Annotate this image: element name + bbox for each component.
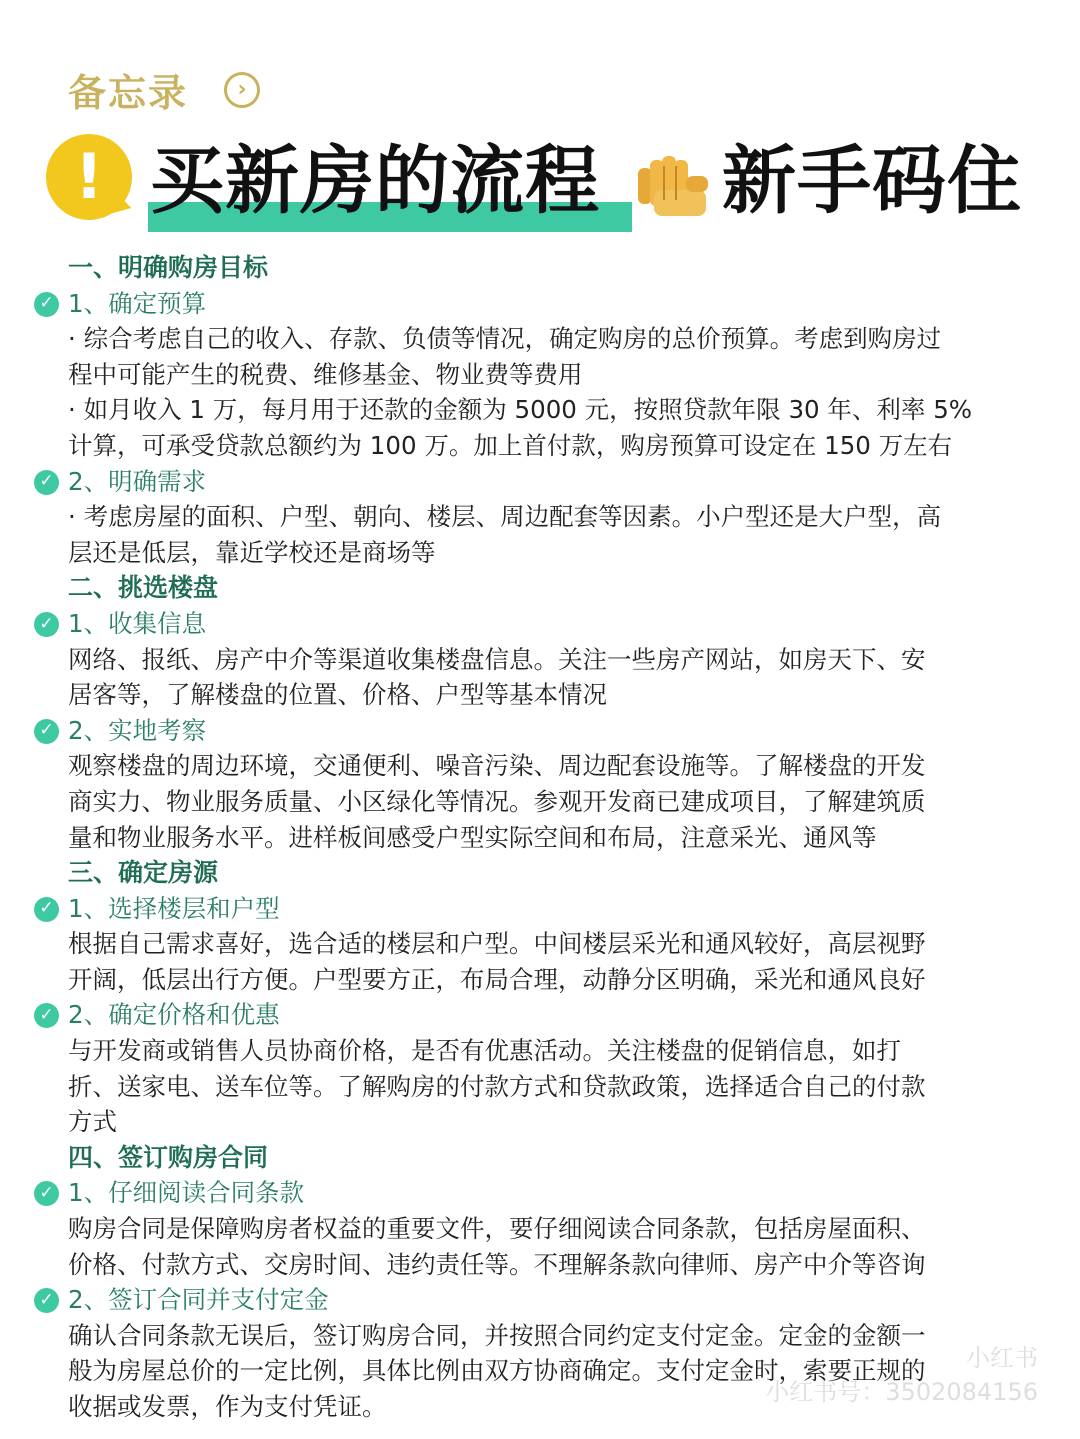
subsection-label: 2、明确需求 [68, 466, 207, 496]
body-text-line: 商实力、物业服务质量、小区绿化等情况。参观开发商已建成项目，了解建筑质 [68, 786, 926, 816]
fist-pointing-icon [632, 146, 712, 220]
subsection-item [0, 891, 1072, 927]
section-heading: 二、挑选楼盘 [68, 573, 219, 603]
body-text-line: 价格、付款方式、交房时间、违约责任等。不理解条款向律师、房产中介等咨询 [68, 1249, 926, 1279]
subsection-label: 1、确定预算 [68, 288, 207, 318]
subsection-label: 1、收集信息 [68, 608, 207, 638]
body-text-line: 确认合同条款无误后，签订购房合同，并按照合同约定支付定金。定金的金额一 [68, 1320, 926, 1350]
watermark-id: 小红书号：3502084156 [765, 1378, 1038, 1406]
body-text-line: 层还是低层，靠近学校还是商场等 [68, 537, 436, 567]
chevron-right-circle-icon[interactable]: › [224, 72, 260, 108]
subsection-item [0, 1282, 1072, 1318]
check-circle-icon: ✓ [34, 612, 59, 637]
body-text-line: 般为房屋总价的一定比例，具体比例由双方协商确定。支付定金时，索要正规的 [68, 1356, 926, 1386]
page-title: 买新房的流程 [150, 138, 600, 224]
body-text-line: 开阔，低层出行方便。户型要方正，布局合理，动静分区明确，采光和通风良好 [68, 964, 926, 994]
check-circle-icon: ✓ [34, 719, 59, 744]
body-text-line: · 如月收入 1 万，每月用于还款的金额为 5000 元，按照贷款年限 30 年、利率 5% [68, 395, 973, 425]
body-text-line: 居客等，了解楼盘的位置、价格、户型等基本情况 [68, 680, 607, 710]
app-header [68, 62, 260, 117]
body-text-line: 根据自己需求喜好，选合适的楼层和户型。中间楼层采光和通风较好，高层视野 [68, 929, 926, 959]
memo-content [0, 250, 1080, 1425]
body-text-line: 与开发商或销售人员协商价格，是否有优惠活动。关注楼盘的促销信息，如打 [68, 1036, 901, 1066]
page-subtitle: 新手码住 [722, 138, 1022, 224]
body-text-line: · 综合考虑自己的收入、存款、负债等情况，确定购房的总价预算。考虑到购房过 [68, 324, 942, 354]
subsection-label: 2、实地考察 [68, 715, 207, 745]
check-circle-icon: ✓ [34, 1003, 59, 1028]
subsection-item [0, 286, 1072, 322]
section-heading: 三、确定房源 [68, 858, 219, 888]
subsection-item [0, 464, 1072, 500]
body-text-line: 量和物业服务水平。进样板间感受户型实际空间和布局，注意采光、通风等 [68, 822, 877, 852]
subsection-item [0, 713, 1072, 749]
subsection-label: 2、签订合同并支付定金 [68, 1285, 329, 1315]
body-text-line: 购房合同是保障购房者权益的重要文件，要仔细阅读合同条款，包括房屋面积、 [68, 1214, 926, 1244]
alert-glyph: ! [74, 140, 104, 213]
check-circle-icon: ✓ [34, 470, 59, 495]
page-title-row [46, 130, 1056, 240]
subsection-label: 2、确定价格和优惠 [68, 1000, 280, 1030]
subsection-item [0, 997, 1072, 1033]
body-text-line: 方式 [68, 1107, 117, 1137]
body-text-line: 计算，可承受贷款总额约为 100 万。加上首付款，购房预算可设定在 150 万左右 [68, 430, 953, 460]
body-text-line: 观察楼盘的周边环境，交通便利、噪音污染、周边配套设施等。了解楼盘的开发 [68, 751, 926, 781]
check-circle-icon: ✓ [34, 897, 59, 922]
subsection-label: 1、选择楼层和户型 [68, 893, 280, 923]
subsection-item [0, 1175, 1072, 1211]
body-text-line: 程中可能产生的税费、维修基金、物业费等费用 [68, 359, 583, 389]
check-circle-icon: ✓ [34, 1288, 59, 1313]
app-title: 备忘录 [68, 71, 189, 115]
section-heading: 一、明确购房目标 [68, 253, 269, 282]
check-circle-icon: ✓ [34, 1181, 59, 1206]
body-text-line: · 考虑房屋的面积、户型、朝向、楼层、周边配套等因素。小户型还是大户型，高 [68, 502, 942, 532]
subsection-label: 1、仔细阅读合同条款 [68, 1178, 305, 1208]
body-text-line: 网络、报纸、房产中介等渠道收集楼盘信息。关注一些房产网站，如房天下、安 [68, 644, 926, 674]
watermark-brand: 小红书 [966, 1344, 1038, 1372]
alert-icon [46, 134, 132, 220]
check-circle-icon: ✓ [34, 292, 59, 317]
body-text-line: 折、送家电、送车位等。了解购房的付款方式和贷款政策，选择适合自己的付款 [68, 1071, 926, 1101]
subsection-item [0, 606, 1072, 642]
body-text-line: 收据或发票，作为支付凭证。 [68, 1392, 387, 1421]
watermark [765, 1341, 1038, 1409]
section-heading: 四、签订购房合同 [68, 1142, 269, 1172]
